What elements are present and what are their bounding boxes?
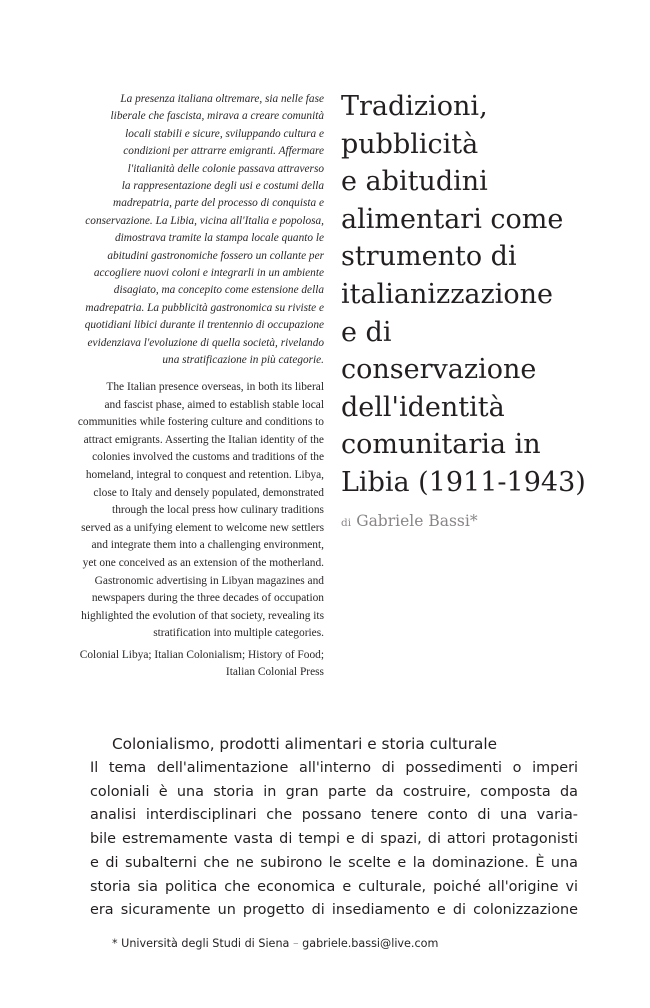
- author-name: Gabriele Bassi*: [356, 512, 478, 530]
- title-line: conservazione: [341, 354, 537, 386]
- article-title: [341, 88, 641, 502]
- body-line: storia sia politica che economica e culturale, poiché all'origine vi: [90, 878, 578, 895]
- footnote-affiliation: Università degli Studi di Siena: [121, 937, 290, 950]
- title-line: strumento di: [341, 241, 517, 273]
- abstract-en-line: served as a unifying element to welcome new settlers: [81, 521, 324, 534]
- abstract-it-line: la rappresentazione degli usi e costumi della: [121, 180, 324, 193]
- abstract-it-line: evidenziava l'evoluzione di quella società, rivelando: [87, 336, 324, 349]
- abstract-en-line: homeland, integral to conquest and retention. Libya,: [85, 468, 324, 481]
- title-line: e di: [341, 316, 392, 348]
- footnote: [112, 937, 438, 950]
- abstract-en-line: close to Italy and densely populated, demonstrated: [93, 486, 324, 499]
- abstract-it-line: madrepatria, parte del processo di conquista e: [113, 197, 324, 210]
- section-heading: Colonialismo, prodotti alimentari e storia culturale: [112, 735, 498, 753]
- abstract-en-line: colonies involved the customs and traditions of the: [92, 451, 324, 464]
- abstract-en-line: stratification into multiple categories.: [153, 627, 324, 640]
- title-line: Libia (1911-1943): [341, 466, 586, 498]
- footnote-marker: *: [112, 937, 118, 950]
- abstract-en-line: communities while fostering culture and conditions to: [77, 416, 324, 429]
- abstract-english: [18, 379, 324, 643]
- abstract-en-line: newspapers during the three decades of occupation: [91, 592, 324, 605]
- abstract-en-line: and fascist phase, aimed to establish stable local: [104, 398, 324, 411]
- abstract-it-line: accogliere nuovi coloni e integrarli in un ambiente: [93, 267, 324, 280]
- abstract-it-line: abitudini gastronomiche fossero un collante per: [107, 249, 324, 262]
- body-line: analisi interdisciplinari che possano tenere conto di una varia-: [90, 807, 578, 824]
- byline: [341, 511, 478, 530]
- keywords-line: Colonial Libya; Italian Colonialism; History of Food;: [79, 649, 324, 661]
- abstract-en-line: The Italian presence overseas, in both its liberal: [106, 381, 324, 393]
- title-line: e abitudini: [341, 166, 488, 198]
- abstract-en-line: yet one conceived as an extension of the motherland.: [82, 556, 324, 569]
- abstract-en-line: Gastronomic advertising in Libyan magazines and: [94, 574, 324, 587]
- body-line: e di subalterni che ne subirono le scelte e la dominazione. È una: [90, 854, 578, 871]
- abstract-en-line: attract emigrants. Asserting the Italian identity of the: [83, 433, 324, 446]
- abstract-it-line: locali stabili e sicure, sviluppando cultura e: [125, 127, 324, 140]
- abstract-it-line: una stratificazione in più categorie.: [162, 354, 324, 367]
- keywords-line: Italian Colonial Press: [225, 666, 324, 678]
- abstract-it-line: conservazione. La Libia, vicina all'Italia e popolosa,: [85, 214, 324, 227]
- title-line: pubblicità: [341, 128, 479, 160]
- title-line: dell'identità: [341, 391, 505, 423]
- body-line: era sicuramente un progetto di insediamento e di colonizzazione: [90, 902, 578, 919]
- footnote-email: gabriele.bassi@live.com: [302, 937, 439, 950]
- abstract-it-line: La presenza italiana oltremare, sia nelle fase: [120, 93, 324, 105]
- body-line: coloniali è una storia in gran parte da costruire, composta da: [90, 783, 578, 800]
- title-line: alimentari come: [341, 203, 564, 235]
- keywords: [18, 647, 324, 681]
- footnote-separator: –: [292, 937, 299, 950]
- byline-prefix: di: [341, 517, 352, 529]
- title-line: comunitaria in: [341, 429, 541, 461]
- abstract-it-line: quotidiani libici durante il trentennio di occupazione: [84, 319, 324, 332]
- abstract-it-line: madrepatria. La pubblicità gastronomica su riviste e: [85, 301, 324, 314]
- abstract-it-line: disagiato, ma concepito come estensione della: [113, 284, 324, 297]
- abstract-it-line: l'italianità delle colonie passava attraverso: [127, 162, 324, 175]
- body-line: bile estremamente vasta di tempi e di spazi, di attori protagonisti: [90, 831, 578, 848]
- abstract-en-line: through the local press how culinary traditions: [112, 504, 324, 517]
- abstract-it-line: liberale che fascista, mirava a creare comunità: [110, 110, 324, 123]
- abstract-italian: [18, 91, 324, 370]
- abstract-en-line: and integrate them into a challenging environment,: [91, 539, 324, 552]
- body-line: Il tema dell'alimentazione all'interno di possedimenti o imperi: [90, 760, 578, 776]
- title-line: italianizzazione: [341, 278, 554, 310]
- body-paragraph: [90, 757, 578, 923]
- title-line: Tradizioni,: [341, 91, 488, 122]
- abstract-it-line: dimostrava tramite la stampa locale quanto le: [115, 232, 324, 245]
- abstract-en-line: highlighted the evolution of that society, revealing its: [81, 609, 324, 622]
- abstract-it-line: condizioni per attrarre emigranti. Affermare: [123, 145, 324, 158]
